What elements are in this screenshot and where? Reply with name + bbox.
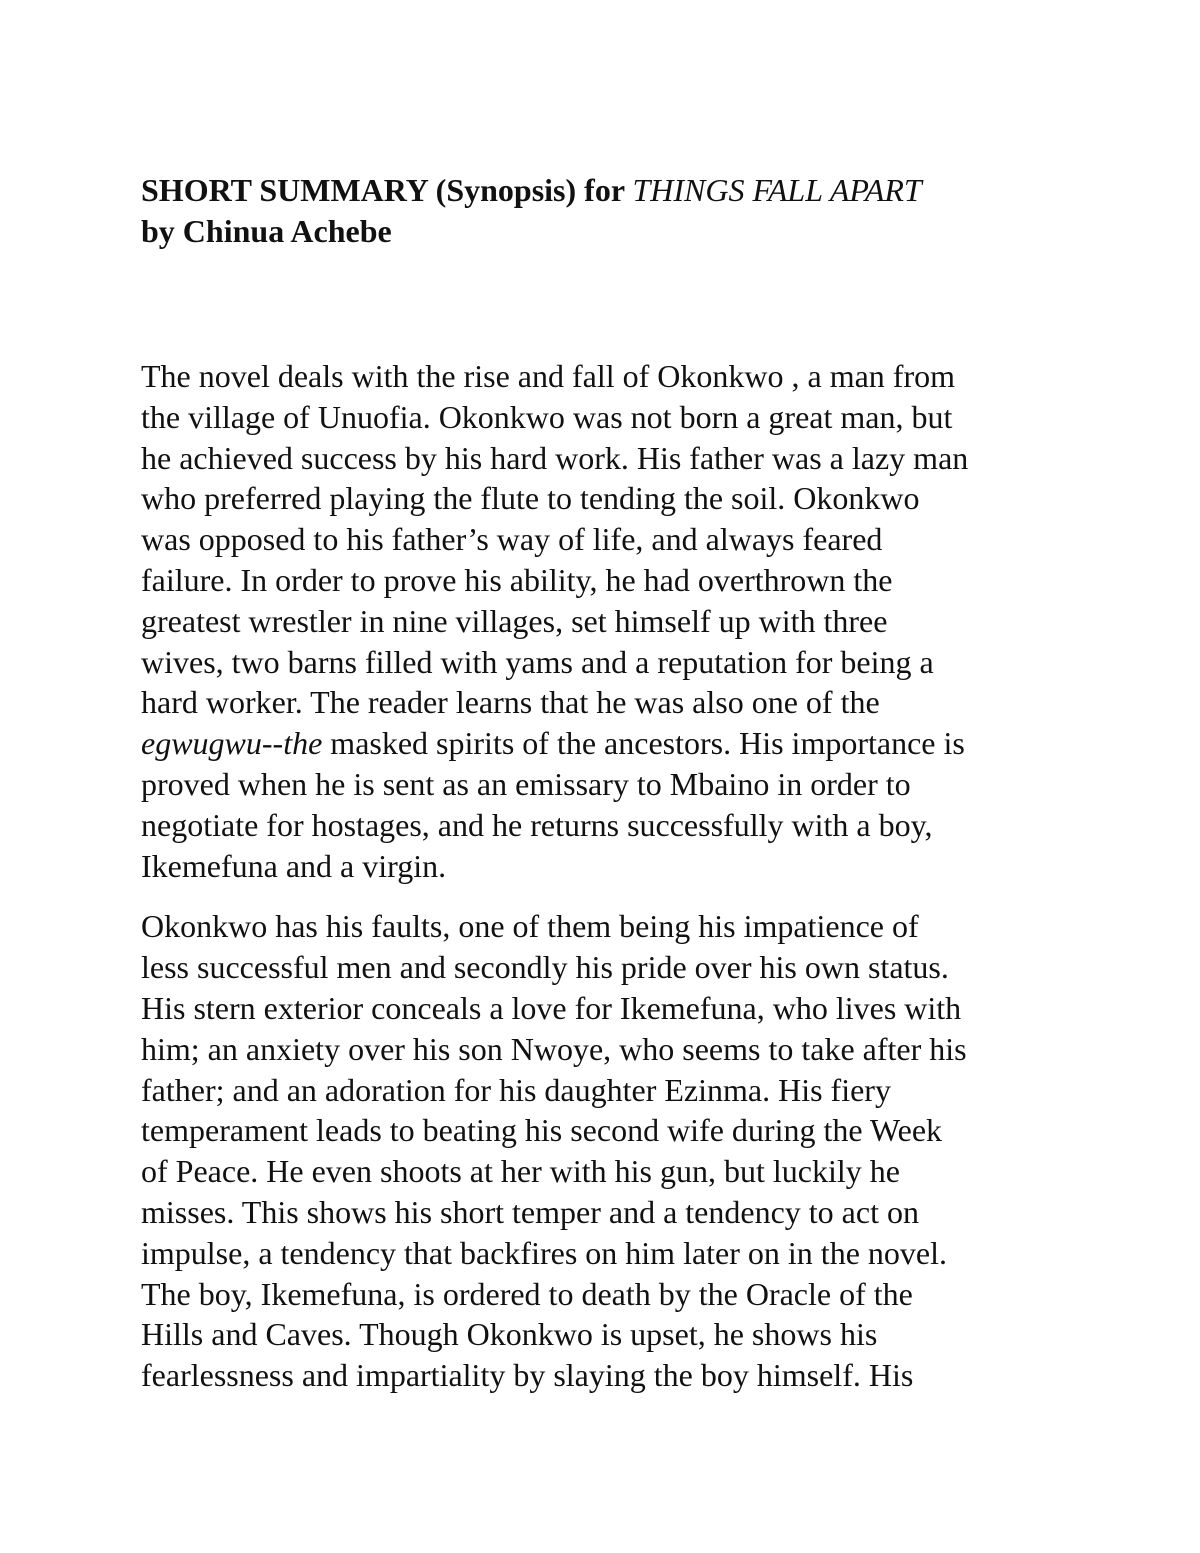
paragraph-line: [141, 723, 1071, 764]
paragraph-2: [141, 906, 1071, 1396]
paragraph-line: temperament leads to beating his second wife during the Week: [141, 1112, 943, 1149]
paragraph-line: wives, two barns filled with yams and a reputation for being a: [141, 643, 934, 680]
document-body: [141, 170, 1071, 1396]
paragraph-line: The novel deals with the rise and fall of Okonkwo , a man from: [141, 358, 955, 394]
egwugwu-term: egwugwu--the: [141, 725, 323, 762]
paragraph-line: failure. In order to prove his ability, he had overthrown the: [141, 561, 893, 598]
paragraph-line: hard worker. The reader learns that he was also one of the: [141, 684, 880, 721]
paragraph-line: the village of Unuofia. Okonkwo was not born a great man, but: [141, 398, 953, 435]
paragraph-line-rest: masked spirits of the ancestors. His importance is: [322, 725, 965, 762]
paragraph-1: [141, 356, 1071, 886]
paragraph-line: of Peace. He even shoots at her with his gun, but luckily he: [141, 1153, 900, 1190]
document-title: [141, 170, 1071, 252]
paragraph-line: Ikemefuna and a virgin.: [141, 847, 447, 884]
paragraph-line: was opposed to his father’s way of life, and always feared: [141, 521, 883, 558]
paragraph-line: proved when he is sent as an emissary to Mbaino in order to: [141, 765, 911, 802]
paragraph-line: he achieved success by his hard work. His father was a lazy man: [141, 439, 969, 476]
paragraph-line: who preferred playing the flute to tending the soil. Okonkwo: [141, 480, 920, 517]
paragraph-line: father; and an adoration for his daughter Ezinma. His fiery: [141, 1071, 891, 1108]
paragraph-line: His stern exterior conceals a love for Ikemefuna, who lives with: [141, 989, 962, 1026]
book-title: THINGS FALL APART: [632, 172, 922, 208]
title-line-1: [141, 170, 1071, 211]
paragraph-line: fearlessness and impartiality by slaying the boy himself. His: [141, 1357, 914, 1394]
paragraph-line: The boy, Ikemefuna, is ordered to death by the Oracle of the: [141, 1275, 913, 1312]
paragraph-line: misses. This shows his short temper and a tendency to act on: [141, 1193, 919, 1230]
paragraph-line: him; an anxiety over his son Nwoye, who seems to take after his: [141, 1030, 967, 1067]
title-prefix: SHORT SUMMARY (Synopsis) for: [141, 172, 633, 208]
paragraph-line: less successful men and secondly his pride over his own status.: [141, 949, 949, 986]
paragraph-line: greatest wrestler in nine villages, set himself up with three: [141, 602, 888, 639]
paragraph-line: impulse, a tendency that backfires on him later on in the novel.: [141, 1234, 947, 1271]
paragraph-line: Okonkwo has his faults, one of them being his impatience of: [141, 908, 919, 945]
title-byline: by Chinua Achebe: [141, 213, 392, 249]
paragraph-line: Hills and Caves. Though Okonkwo is upset, he shows his: [141, 1316, 878, 1353]
paragraph-line: negotiate for hostages, and he returns successfully with a boy,: [141, 806, 933, 843]
